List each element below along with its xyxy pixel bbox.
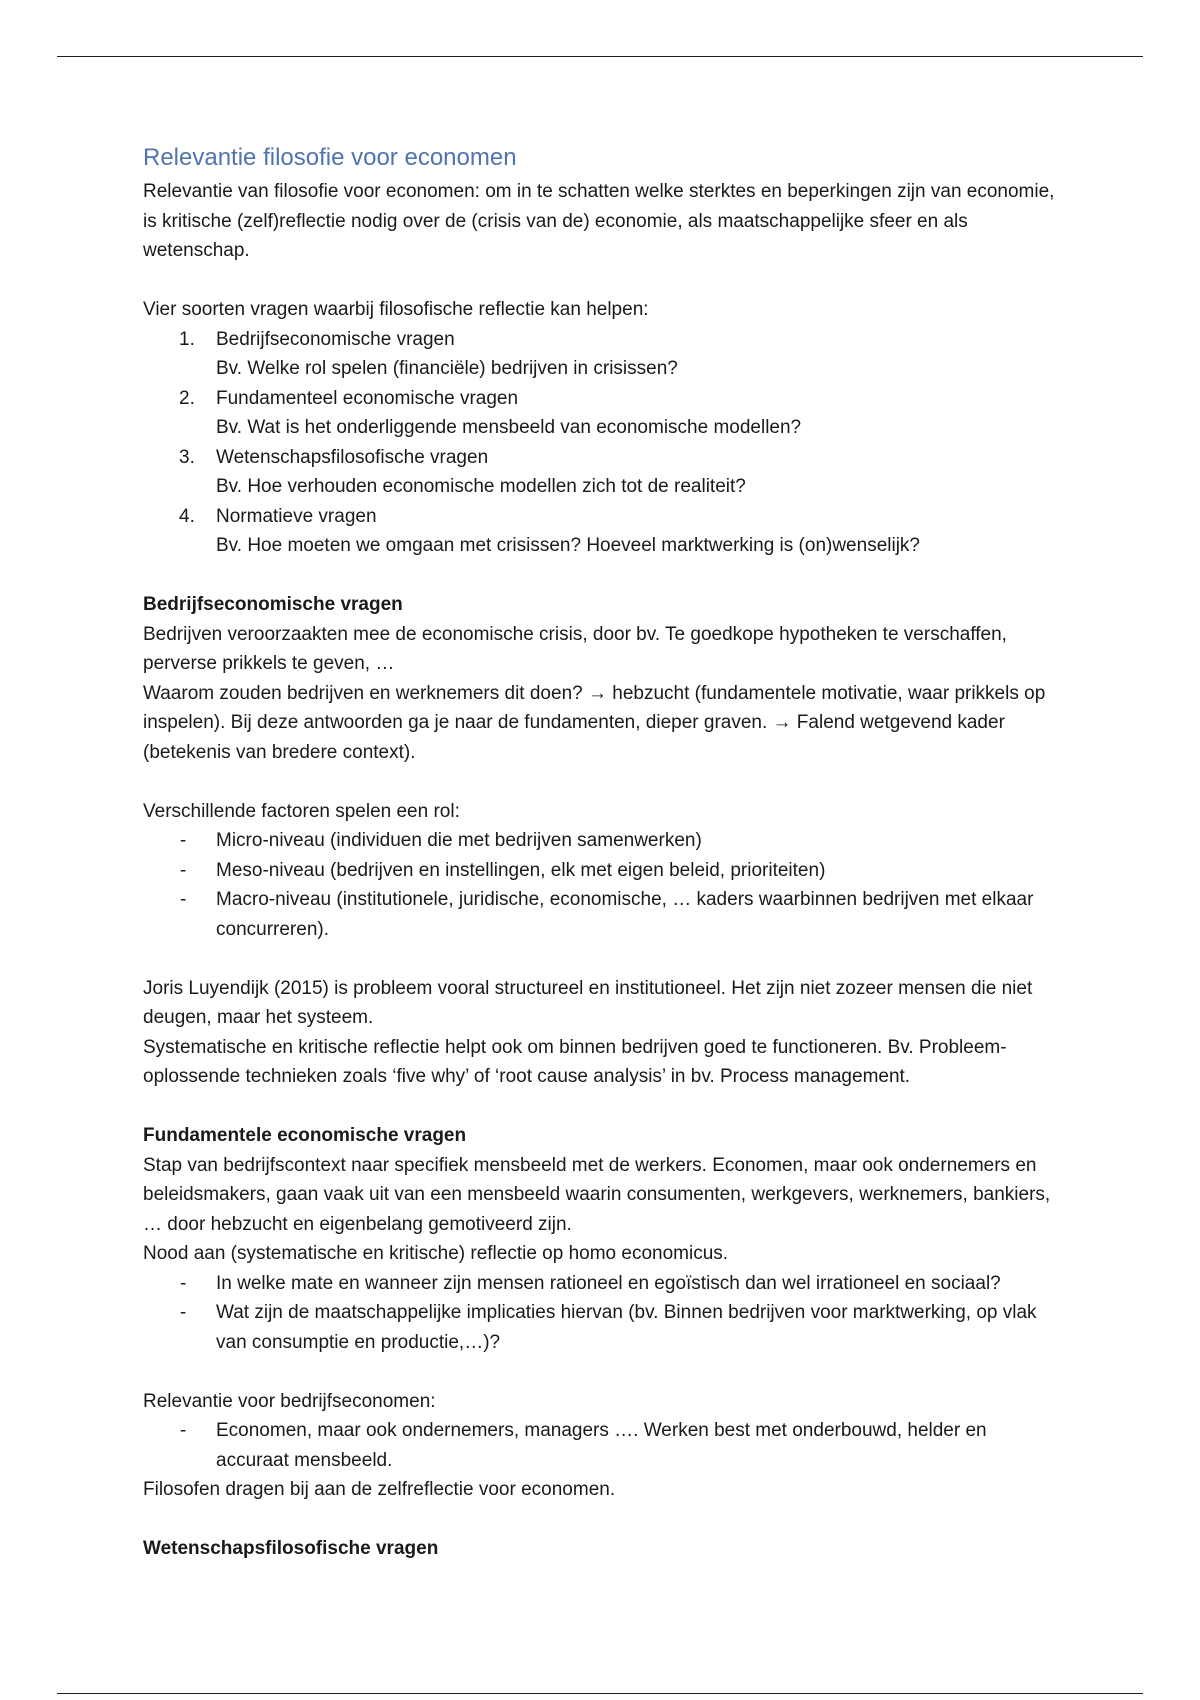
dash-bullet: - — [180, 1302, 187, 1323]
homo-economicus-list — [143, 1269, 1063, 1358]
list-item: - Micro-niveau (individuen die met bedrijven samenwerken) — [143, 826, 1063, 856]
section-heading-wetenschapsfilosofisch: Wetenschapsfilosofische vragen — [143, 1538, 439, 1559]
bottom-border-line — [57, 1693, 1143, 1694]
question-title: Wetenschapsfilosofische vragen — [216, 446, 489, 468]
paragraph: Systematische en kritische reflectie helpt ook om binnen bedrijven goed te functioneren. Bv. Probleem-oplossende technieken zoals ‘five why’ of ‘root cause analysis’ in bv. Process management. — [143, 1036, 1007, 1087]
relevance-intro: Relevantie voor bedrijfseconomen: — [143, 1390, 436, 1412]
list-item — [143, 443, 1063, 502]
questions-list — [143, 325, 1063, 561]
section-heading-bedrijfseconomisch: Bedrijfseconomische vragen — [143, 594, 403, 615]
paragraph: Waarom zouden bedrijven en werknemers dit doen? → hebzucht (fundamentele motivatie, waar prikkels op inspelen). Bij deze antwoorden ga je naar de fundamenten, dieper graven. → Falend wetgevend kader (betekenis van bredere context). — [143, 682, 1046, 763]
dash-bullet: - — [180, 859, 187, 881]
page-title: Relevantie filosofie voor economen — [143, 144, 517, 171]
list-number: 3. — [179, 446, 195, 468]
dash-bullet: - — [180, 1272, 187, 1294]
list-item: - Meso-niveau (bedrijven en instellingen, elk met eigen beleid, prioriteiten) — [143, 856, 1063, 886]
question-title: Normatieve vragen — [216, 505, 377, 527]
list-item — [143, 325, 1063, 384]
factors-intro: Verschillende factoren spelen een rol: — [143, 800, 460, 822]
paragraph: Stap van bedrijfscontext naar specifiek mensbeeld met de werkers. Economen, maar ook ondernemers en beleidsmakers, gaan vaak uit van een mensbeeld waarin consumenten, werkgevers, werknemers, bankiers, … door hebzucht en eigenbelang gemotiveerd zijn. — [143, 1154, 1051, 1235]
question-title: Bedrijfseconomische vragen — [216, 328, 455, 350]
dash-bullet: - — [180, 1420, 187, 1441]
paragraph: Joris Luyendijk (2015) is probleem vooral structureel en institutioneel. Het zijn niet zozeer mensen die niet deugen, maar het systeem. — [143, 977, 1033, 1028]
dash-bullet: - — [180, 830, 187, 851]
question-title: Fundamenteel economische vragen — [216, 387, 519, 409]
list-item — [143, 502, 1063, 561]
top-border-line — [57, 56, 1143, 57]
question-example: Bv. Wat is het onderliggende mensbeeld van economische modellen? — [216, 417, 802, 438]
dash-bullet: - — [180, 889, 187, 910]
section-heading-fundamenteel: Fundamentele economische vragen — [143, 1125, 467, 1146]
list-number: 4. — [179, 505, 195, 527]
question-example: Bv. Hoe verhouden economische modellen zich tot de realiteit? — [216, 476, 746, 497]
question-example: Bv. Welke rol spelen (financiële) bedrijven in crisissen? — [216, 358, 678, 379]
paragraph: Filosofen dragen bij aan de zelfreflectie voor economen. — [143, 1479, 616, 1500]
document-body — [143, 141, 1063, 1564]
list-item: - Macro-niveau (institutionele, juridische, economische, … kaders waarbinnen bedrijven met elkaar concurreren). — [143, 885, 1063, 944]
list-item: - Wat zijn de maatschappelijke implicaties hiervan (bv. Binnen bedrijven voor marktwerking, op vlak van consumptie en productie,…)? — [143, 1298, 1063, 1357]
list-item: - In welke mate en wanneer zijn mensen rationeel en egoïstisch dan wel irrationeel en sociaal? — [143, 1269, 1063, 1299]
list-item — [143, 384, 1063, 443]
list-number: 1. — [179, 328, 195, 350]
paragraph: Bedrijven veroorzaakten mee de economische crisis, door bv. Te goedkope hypotheken te verschaffen, perverse prikkels te geven, … — [143, 623, 1007, 674]
question-example: Bv. Hoe moeten we omgaan met crisissen? Hoeveel marktwerking is (on)wenselijk? — [216, 535, 920, 556]
list-number: 2. — [179, 387, 195, 409]
list-item: - Economen, maar ook ondernemers, managers …. Werken best met onderbouwd, helder en accuraat mensbeeld. — [143, 1416, 1063, 1475]
intro-paragraph: Relevantie van filosofie voor economen: om in te schatten welke sterktes en beperkingen zijn van economie, is kritische (zelf)reflectie nodig over de (crisis van de) economie, als maatschappelijke sfeer en als wetenschap. — [143, 181, 1055, 261]
paragraph: Nood aan (systematische en kritische) reflectie op homo economicus. — [143, 1243, 729, 1264]
questions-intro: Vier soorten vragen waarbij filosofische reflectie kan helpen: — [143, 299, 649, 320]
relevance-list — [143, 1416, 1063, 1475]
factors-list — [143, 826, 1063, 944]
